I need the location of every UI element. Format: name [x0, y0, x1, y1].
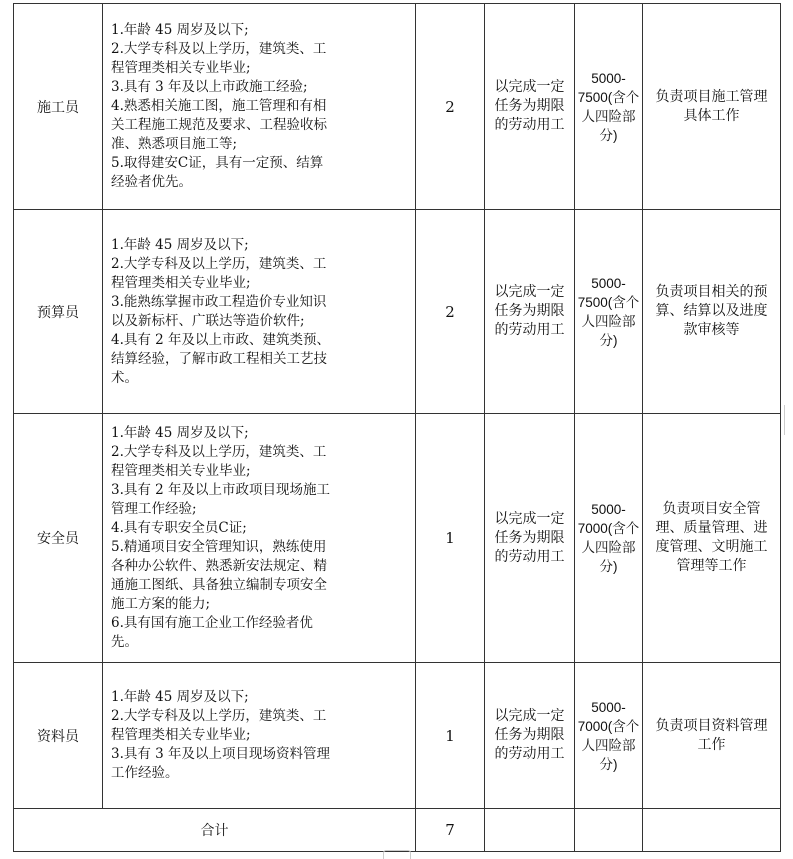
text-line: 务为期 — [508, 303, 551, 319]
headcount-cell: 2 — [416, 210, 485, 414]
text-line: 分) — [599, 756, 618, 772]
text-line: 限的劳 — [494, 98, 565, 133]
total-count: 7 — [416, 809, 485, 852]
text-line: 先。 — [111, 634, 138, 650]
headcount-cell: 2 — [416, 4, 485, 210]
empty-cell — [485, 809, 575, 852]
text-line: 以及新标杆、广联达等造价软件; — [111, 312, 305, 329]
text-line: 分) — [599, 332, 618, 348]
text-line: 4.熟悉相关施工图，施工管理和有相 — [111, 98, 327, 114]
salary-cell — [575, 414, 643, 663]
position-cell: 施工员 — [14, 4, 103, 210]
text-line: 经验者优先。 — [111, 174, 192, 190]
text-line: 负责项目施工 — [655, 88, 740, 105]
text-line: 以及进度款审 — [683, 303, 768, 338]
text-line: 限的劳 — [494, 727, 565, 762]
salary-cell — [575, 663, 643, 809]
duty-cell — [643, 210, 781, 414]
duty-cell — [643, 414, 781, 663]
position-cell: 资料员 — [14, 663, 103, 809]
text-line: 500(含 — [585, 89, 626, 105]
text-line: 险部 — [608, 540, 636, 555]
text-line: 3.具有 3 年及以上项目现场资料管理 — [111, 746, 331, 762]
text-line: 2.大学专科及以上学历，建筑类、工 — [111, 444, 327, 460]
text-line: 以完成 — [494, 79, 537, 95]
text-line: 3.具有 2 年及以上市政项目现场施工 — [111, 482, 331, 498]
empty-cell — [643, 809, 781, 852]
text-line: 以完成 — [494, 284, 537, 300]
duty-cell — [643, 4, 781, 210]
text-line: 险部 — [608, 108, 636, 124]
text-line: 5000-7 — [577, 275, 626, 310]
text-line: 文明施工管理 — [676, 539, 768, 574]
text-line: 分) — [599, 127, 618, 143]
duty-cell — [643, 663, 781, 809]
text-line: 5.取得建安C证，具有一定预、结算 — [111, 155, 324, 171]
text-line: 一定任 — [494, 510, 565, 546]
text-line: 术。 — [111, 369, 138, 386]
text-line: 以完成 — [494, 510, 537, 527]
text-line: 个人四 — [581, 294, 640, 329]
text-line: 工作经验。 — [111, 765, 179, 781]
text-line: 个人四 — [581, 521, 640, 555]
text-line: 1.年龄 45 周岁及以下; — [111, 22, 249, 38]
text-line: 险部 — [608, 737, 636, 753]
text-line: 结算经验，了解市政工程相关工艺技 — [111, 350, 327, 367]
text-line: 等工作 — [704, 558, 747, 574]
text-line: 000(含 — [585, 718, 626, 734]
text-line: 务为期 — [508, 529, 551, 546]
position-cell: 安全员 — [14, 414, 103, 663]
text-line: 动用工 — [522, 117, 565, 133]
text-line: 限的劳 — [494, 303, 565, 338]
text-line: 5000-7 — [577, 502, 626, 536]
text-line: 程管理类相关专业毕业; — [111, 274, 251, 291]
text-line: 3.能熟练掌握市政工程造价专业知识 — [111, 293, 327, 310]
text-line: 管理具体工作 — [683, 88, 768, 124]
text-line: 个人四 — [581, 718, 640, 753]
table-row — [14, 414, 781, 663]
salary-cell — [575, 210, 643, 414]
total-row — [14, 809, 781, 852]
table-row — [14, 663, 781, 809]
employment-type-cell — [485, 414, 575, 663]
text-line: 5000-7 — [577, 699, 626, 734]
text-line: 5.精通项目安全管理知识，熟练使用 — [111, 539, 327, 555]
requirements-cell — [103, 414, 416, 663]
text-line: 2.大学专科及以上学历，建筑类、工 — [111, 708, 327, 724]
text-line: 管理、质量管 — [655, 501, 761, 536]
position-cell: 预算员 — [14, 210, 103, 414]
empty-cell — [575, 809, 643, 852]
recruitment-table — [13, 3, 781, 852]
text-line: 一定任 — [494, 79, 565, 114]
text-line: 管理工作经验; — [111, 501, 197, 517]
table-row — [14, 210, 781, 414]
text-line: 负责项目安全 — [662, 501, 747, 517]
text-line: 4.具有 2 年及以上市政、建筑类预、 — [111, 331, 331, 348]
text-line: 程管理类相关专业毕业; — [111, 463, 251, 479]
employment-type-cell — [485, 210, 575, 414]
text-line: 务为期 — [508, 727, 551, 743]
text-line: 险部 — [608, 313, 636, 329]
text-line: 000(含 — [585, 521, 626, 536]
text-line: 准、熟悉项目施工等; — [111, 136, 238, 152]
text-line: 的预算、结算 — [655, 284, 768, 319]
text-line: 以完成 — [494, 708, 537, 724]
requirements-cell — [103, 4, 416, 210]
text-line: 通施工图纸、具备独立编制专项安全 — [111, 577, 327, 593]
text-line: 分) — [599, 559, 618, 574]
text-line: 1.年龄 45 周岁及以下; — [111, 425, 249, 441]
text-line: 动用工 — [522, 746, 565, 762]
text-line: 程管理类相关专业毕业; — [111, 60, 251, 76]
text-line: 1.年龄 45 周岁及以下; — [111, 236, 249, 253]
employment-type-cell — [485, 4, 575, 210]
text-line: 动用工 — [522, 322, 565, 338]
text-line: 程管理类相关专业毕业; — [111, 727, 251, 743]
text-line: 施工方案的能力; — [111, 596, 211, 612]
text-line: 一定任 — [494, 284, 565, 319]
text-line: 理、进度管理、 — [655, 520, 768, 555]
text-line: 一定任 — [494, 708, 565, 743]
text-line: 核等 — [711, 322, 740, 338]
salary-cell — [575, 4, 643, 210]
text-line: 4.具有专职安全员C证; — [111, 520, 247, 536]
requirements-cell — [103, 210, 416, 414]
text-line: 负责项目相关 — [655, 284, 740, 300]
text-line: 3.具有 3 年及以上市政施工经验; — [111, 79, 308, 95]
text-line: 限的劳 — [494, 529, 565, 565]
text-line: 2.大学专科及以上学历，建筑类、工 — [111, 41, 327, 57]
text-line: 各种办公软件、熟悉新安法规定、精 — [111, 558, 327, 574]
scroll-edge-marker — [784, 405, 793, 435]
table-row — [14, 4, 781, 210]
text-line: 6.具有国有施工企业工作经验者优 — [111, 615, 313, 631]
text-line: 管理工作 — [697, 717, 768, 753]
employment-type-cell — [485, 663, 575, 809]
headcount-cell: 1 — [416, 663, 485, 809]
text-line: 500(含 — [585, 294, 626, 310]
text-line: 关工程施工规范及要求、工程验收标 — [111, 117, 327, 133]
text-line: 务为期 — [508, 98, 551, 114]
headcount-cell: 1 — [416, 414, 485, 663]
total-label: 合计 — [14, 809, 416, 852]
text-line: 个人四 — [581, 89, 640, 124]
text-line: 5000-7 — [577, 70, 626, 105]
text-line: 动用工 — [522, 548, 565, 565]
text-line: 1.年龄 45 周岁及以下; — [111, 689, 249, 705]
text-line: 2.大学专科及以上学历，建筑类、工 — [111, 255, 327, 272]
requirements-cell — [103, 663, 416, 809]
table-body — [14, 4, 781, 852]
text-line: 负责项目资料 — [655, 717, 740, 734]
